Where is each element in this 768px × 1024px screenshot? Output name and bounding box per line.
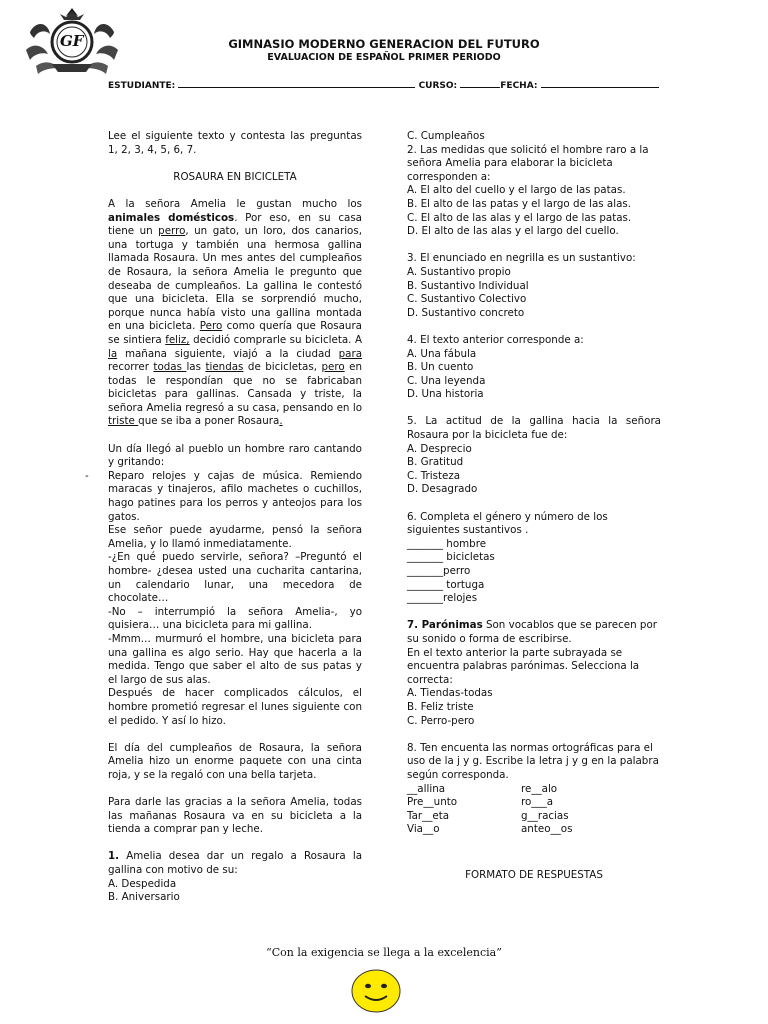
q8-blank[interactable]: Via__o (407, 823, 440, 836)
q2-option-d[interactable]: D. El alto de las alas y el largo del cuello. (407, 225, 619, 238)
date-label: FECHA: (500, 81, 538, 91)
list-bullet: - (85, 469, 89, 482)
q2-option-b[interactable]: B. El alto de las patas y el largo de las alas. (407, 197, 632, 210)
q8-blank[interactable]: Pre__unto (407, 796, 458, 809)
smiley-face-icon (350, 968, 402, 1014)
questions-column (407, 130, 661, 837)
q7-option-b[interactable]: B. Feliz triste (407, 700, 474, 713)
story-paragraph-3: - Reparo relojes y cajas de música. Remiendo maracas y tinajeros, afilo machetes o cuchillos, hago patines para los perros y anteojos para los gatos. (85, 469, 362, 523)
q8-blank[interactable]: re__alo (521, 782, 558, 795)
story-title: ROSAURA EN BICICLETA (173, 170, 297, 183)
answer-format-title: FORMATO DE RESPUESTAS (465, 869, 603, 881)
bold-phrase: animales domésticos (108, 211, 235, 224)
q8-row (407, 823, 661, 837)
question-7: 7. Parónimas Son vocablos que se parecen por su sonido o forma de escribirse. (407, 619, 658, 645)
student-name-field[interactable] (178, 78, 415, 88)
q3-option-b[interactable]: B. Sustantivo Individual (407, 279, 529, 292)
q6-blank-1[interactable]: _______ hombre (407, 537, 487, 550)
q1-option-a[interactable]: A. Despedida (108, 877, 177, 890)
q6-blank-3[interactable]: _______perro (407, 565, 471, 577)
q8-blank[interactable]: anteo__os (521, 823, 573, 836)
q5-option-b[interactable]: B. Gratitud (407, 456, 464, 469)
question-3: 3. El enunciado en negrilla es un sustantivo: (407, 252, 636, 265)
question-2: 2. Las medidas que solicitó el hombre raro a la señora Amelia para elaborar la bicicleta corresponden a: (407, 143, 649, 183)
story-paragraph-10: Para darle las gracias a la señora Amelia, todas las mañanas Rosaura va en su bicicleta a la tienda a comprar pan y leche. (108, 796, 362, 836)
story-paragraph-8: Después de hacer complicados cálculos, el hombre prometió regresar el lunes siguiente con el pedido. Y así lo hizo. (108, 687, 362, 727)
question-6: 6. Completa el género y número de los siguientes sustantivos . (407, 510, 608, 537)
date-field[interactable] (541, 78, 659, 88)
q6-blank-4[interactable]: _______ tortuga (407, 578, 485, 591)
q8-blank[interactable]: Tar__eta (407, 809, 450, 822)
question-5: 5. La actitud de la gallina hacia la señora Rosaura por la bicicleta fue de: (407, 415, 661, 442)
story-paragraph-5: -¿En qué puedo servirle, señora? –Preguntó el hombre- ¿desea usted una cucharita cantarina, un calendario lunar, una mecedora de chocolate… (108, 551, 362, 605)
q3-option-a[interactable]: A. Sustantivo propio (407, 265, 511, 278)
story-paragraph-6: -No – interrumpió la señora Amelia-, yo quisiera… una bicicleta para mi gallina. (108, 605, 362, 632)
q5-option-d[interactable]: D. Desagrado (407, 483, 478, 496)
q5-option-a[interactable]: A. Desprecio (407, 442, 472, 455)
q5-option-c[interactable]: C. Tristeza (407, 469, 461, 482)
question-1: 1. Amelia desea dar un regalo a Rosaura la gallina con motivo de su: (108, 850, 362, 877)
q8-blank[interactable]: __allina (407, 782, 446, 795)
story-paragraph-9: El día del cumpleaños de Rosaura, la señora Amelia hizo un enorme paquete con una cinta roja, y se la regaló con una bella tarjeta. (108, 741, 362, 781)
q3-option-c[interactable]: C. Sustantivo Colectivo (407, 293, 527, 306)
q2-option-a[interactable]: A. El alto del cuello y el largo de las patas. (407, 184, 626, 197)
q6-blank-5[interactable]: _______relojes (407, 592, 478, 605)
q8-row (407, 810, 661, 824)
q2-option-c[interactable]: C. El alto de las alas y el largo de las patas. (407, 211, 632, 224)
q4-option-c[interactable]: C. Una leyenda (407, 374, 486, 387)
q7-option-c[interactable]: C. Perro-pero (407, 714, 475, 727)
question-7-instruction: En el texto anterior la parte subrayada se encuentra palabras parónimas. Selecciona la correcta: (407, 646, 640, 686)
question-4: 4. El texto anterior corresponde a: (407, 333, 584, 346)
exam-title: EVALUACION DE ESPAÑOL PRIMER PERIODO (267, 52, 501, 63)
q6-blank-2[interactable]: _______ bicicletas (407, 551, 495, 564)
q8-row (407, 796, 661, 810)
course-field[interactable] (460, 78, 500, 88)
q8-blank[interactable]: ro___a (521, 796, 554, 809)
q8-row (407, 783, 661, 797)
story-paragraph-7: -Mmm… murmuró el hombre, una bicicleta para una gallina es algo serio. Hay que hacerla a la medida. Tengo que saber el alto de sus patas y el largo de sus alas. (108, 632, 362, 686)
q4-option-b[interactable]: B. Un cuento (407, 361, 474, 374)
q3-option-d[interactable]: D. Sustantivo concreto (407, 306, 525, 319)
question-8: 8. Ten encuenta las normas ortográficas para el uso de la j y g. Escribe la letra j y g en la palabra según corresponda. (407, 741, 659, 781)
student-info-row (108, 78, 659, 91)
q1-option-c[interactable]: C. Cumpleaños (407, 130, 485, 142)
school-motto: “Con la exigencia se llega a la excelencia” (266, 946, 502, 959)
logo-monogram: GF (60, 32, 84, 50)
q4-option-d[interactable]: D. Una historia (407, 388, 484, 401)
reading-column (85, 130, 363, 905)
story-paragraph-4: Ese señor puede ayudarme, pensó la señora Amelia, y lo llamó inmediatamente. (108, 524, 362, 550)
course-label: CURSO: (418, 81, 458, 91)
student-label: ESTUDIANTE: (108, 81, 176, 91)
q7-option-a[interactable]: A. Tiendas-todas (407, 687, 493, 700)
q1-option-b[interactable]: B. Aniversario (108, 891, 180, 904)
story-paragraph-1: A la señora Amelia le gustan mucho los animales domésticos. Por eso, en su casa tiene un perro, un gato, un loro, dos canarios, una tortuga y también una hermosa gallina llamada Rosaura. Un mes antes del cumpleaños de Rosaura, la señora Amelia le pregunto que deseaba de cumpleaños. La gallina le contestó que una bicicleta. Ella se sorprendió mucho, porque nunca había visto una gallina montada en una bicicleta. Pero como quería que Rosaura se sintiera feliz, decidió comprarle su bicicleta. A la mañana siguiente, viajó a la ciudad para recorrer todas las tiendas de bicicletas, pero en todas le respondían que no se fabricaban bicicletas para gallinas. Cansada y triste, la señora Amelia regresó a su casa, pensando en lo triste que se iba a poner Rosaura. (108, 197, 363, 428)
q4-option-a[interactable]: A. Una fábula (407, 347, 477, 360)
instructions: Lee el siguiente texto y contesta las preguntas 1, 2, 3, 4, 5, 6, 7. (108, 130, 362, 156)
school-name: GIMNASIO MODERNO GENERACION DEL FUTURO (228, 37, 540, 51)
story-paragraph-2: Un día llegó al pueblo un hombre raro cantando y gritando: (108, 442, 362, 469)
q8-blank[interactable]: g__racias (521, 809, 569, 822)
